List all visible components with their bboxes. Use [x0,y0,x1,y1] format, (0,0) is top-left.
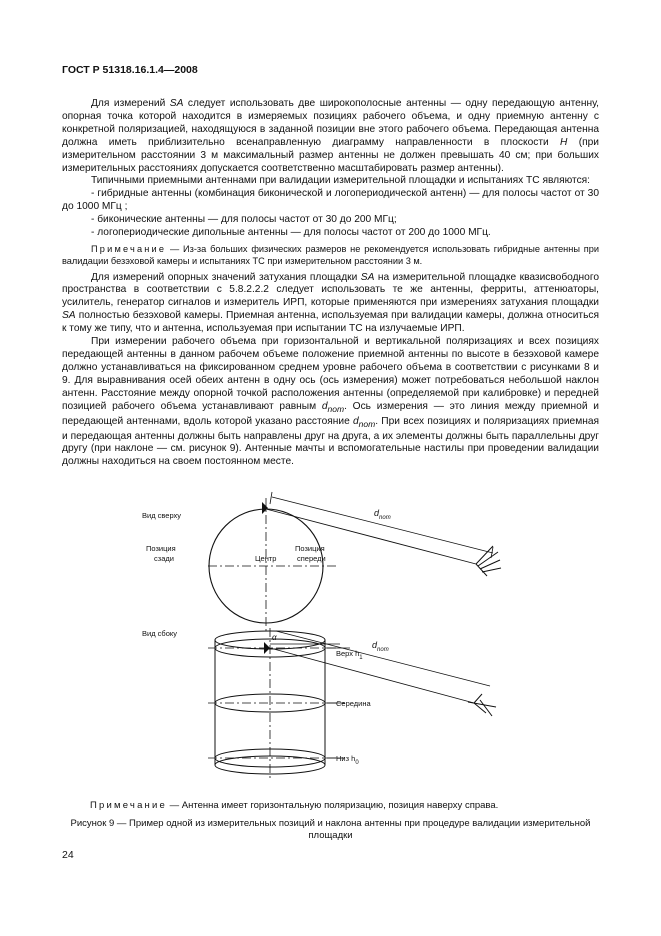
list-item: - гибридные антенны (комбинация биконической и логопериодической антенн) — для полосы частот от 30 до 1000 МГц ; [62,188,599,213]
dnom-subscript: nom [377,647,389,653]
text-run: Для измерений [91,98,170,109]
note-label: Примечание [90,800,167,811]
text-run: d [353,415,359,427]
text-run: При измерении рабочего объема при горизонтальной и вертикальной поляризациях и всех позициях передающей антенны в данном рабочем объеме положение приемной антенны по высоте в безэховой камере должно устанавливаться на фиксированном среднем уровне рабочего объема в соответствии с рисунками 8 и 9. Для выравнивания осей обеих антенн в одну ось (ось измерения) может потребоваться небольшой наклон антенн. Расстояние между опорной точкой расположения антенны (определяемой при калибровке) и передней позицией рабочего объема устанавливают равным [62,336,599,412]
note-label: Примечание [91,243,167,254]
page-header: ГОСТ Р 51318.16.1.4—2008 [62,64,198,76]
paragraph-2: Типичными приемными антеннами при валидации измерительной площадки и испытаниях ТС являются: [91,175,591,187]
text-run: следует использовать две широкополосные антенны — одну передающую антенну, опорная точка которой находится в измеряемых позициях рабочего объема, и одну приемную антенну с конкретной поляризацией, находящуюся в заданной позиции вне этого рабочего объема. Передающая антенна должна иметь приблизительно всенаправленную диаграмму направленности в плоскости [62,98,599,148]
top-level-text: Верх h [336,649,360,658]
body-text [62,98,599,469]
dnom-side-label [372,640,389,653]
transmit-antenna-top [262,502,268,514]
rear-position-label: сзади [154,554,174,563]
text-run: nom [358,418,376,429]
receive-antenna-side [468,694,496,716]
text-run: SA [360,271,375,283]
text-run: на измерительной площадке квазисвободного пространства в соответствии с 5.8.2.2.2 следует использовать те же антенны, ферриты, аттенюаторы, усилитель, генератор сигналов и измеритель ИРП, которые применяются при измерениях затухания площадки [62,271,600,309]
dnom-symbol: d [372,640,378,650]
note-text: — Из-за больших физических размеров не рекомендуется использовать гибридные антенны при валидации безэховой камеры и испытаниях ТС при измерительном расстоянии 3 м. [62,243,599,266]
text-run: SA [62,310,76,322]
figure-caption: Рисунок 9 — Пример одной из измерительных позиций и наклона антенны при процедуре валидации измерительной площадки [70,818,591,841]
top-level-subscript: 1 [359,655,363,661]
list-item: - логопериодические дипольные антенны — для полосы частот от 200 до 1000 МГц. [91,227,491,239]
front-position-label: Позиция [295,544,325,553]
paragraph-1 [62,98,599,175]
text-run: d [321,400,328,412]
middle-level-label: Середина [336,699,371,708]
top-view-label: Вид сверху [142,511,182,520]
dnom-symbol: d [374,508,380,518]
dnom-label [374,508,391,521]
text-run: . При всех позициях и поляризациях приемная и передающая антенны должны быть направлены друг на друга, а их элементы должны быть параллельны друг другу (при наклоне — см. рисунок 9). Антенные мачты и вспомогательные настилы при проведении валидации должны находиться на своем постоянном месте. [62,415,600,468]
paragraph-4 [62,336,599,469]
measurement-axis-side [270,648,474,703]
bottom-level-label [336,754,359,766]
receive-antenna-top [476,546,501,576]
text-run: H [560,136,568,148]
text-run: nom [327,403,345,414]
text-run: (при измерительном расстоянии 3 м максимальный размер антенны не должен превышать 40 см; при больших измерительных расстояниях допускается соответственно масштабировать размер антенны). [62,136,599,174]
rear-position-label: Позиция [146,544,176,553]
dimension-tick [270,492,272,504]
text-run: полностью безэховой камеры. Приемная антенна, используемая при валидации камеры, должна относиться к тому же типу, что и антенна, используемая при испытании ТС на излучаемые ИРП. [62,310,599,335]
note-text: — Антенна имеет горизонтальную поляризацию, позиция наверху справа. [167,800,499,811]
figure-diagram [0,488,661,788]
figure-note [90,800,498,811]
paragraph-3 [62,272,599,337]
front-position-label: спереди [297,554,326,563]
list-item: - биконические антенны — для полосы частот от 30 до 200 МГц; [91,214,397,226]
text-run: Для измерений опорных значений затухания площадки [91,271,361,283]
text-run: . Ось измерения — это линия между приемной и передающей антеннами, вдоль которой указано расстояние [62,400,599,427]
side-view-label: Вид сбоку [142,629,177,638]
bottom-level-text: Низ h [336,754,356,763]
center-label: Центр [255,554,277,563]
transmit-antenna-side [264,642,270,654]
page-number: 24 [62,849,74,861]
dnom-subscript: nom [379,515,391,521]
figure-9 [0,488,661,788]
bottom-level-subscript: 0 [355,760,359,766]
note-1 [62,244,599,268]
text-run: SA [169,98,184,109]
top-level-label [336,649,363,661]
alpha-label: α [272,633,277,642]
